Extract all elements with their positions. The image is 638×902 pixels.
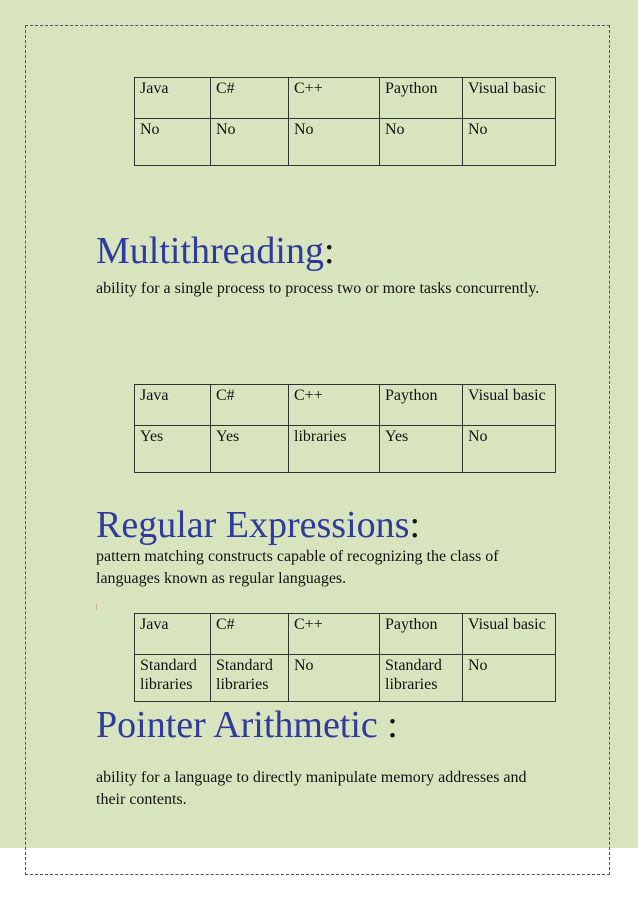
value-cell: No	[463, 119, 556, 166]
value-cell: No	[463, 426, 556, 473]
heading-text: Pointer Arithmetic	[96, 704, 388, 746]
header-cell: Paython	[380, 385, 463, 426]
heading-multithreading	[96, 229, 335, 273]
value-cell: Yes	[211, 426, 289, 473]
heading-pointer-arithmetic	[96, 703, 398, 747]
heading-text: Regular Expressions	[96, 504, 410, 546]
header-cell: Paython	[380, 614, 463, 655]
table-header-row	[135, 78, 556, 119]
value-cell: Standard libraries	[135, 655, 211, 702]
description-regex: pattern matching constructs capable of recognizing the class of languages known as regular languages.	[96, 548, 499, 587]
value-cell: Yes	[380, 426, 463, 473]
value-cell: libraries	[289, 426, 380, 473]
value-cell: Standard libraries	[211, 655, 289, 702]
table-header-row	[135, 614, 556, 655]
table-row	[135, 655, 556, 702]
value-cell: Yes	[135, 426, 211, 473]
header-cell: Paython	[380, 78, 463, 119]
header-cell: Java	[135, 78, 211, 119]
heading-colon: :	[387, 704, 398, 746]
value-cell: No	[289, 119, 380, 166]
value-cell: No	[135, 119, 211, 166]
table-1	[134, 77, 556, 166]
paragraph-mark	[96, 604, 101, 610]
header-cell: Java	[135, 385, 211, 426]
table-row	[135, 426, 556, 473]
header-cell: C#	[211, 614, 289, 655]
header-cell: C#	[211, 78, 289, 119]
heading-regex	[96, 503, 420, 547]
value-cell: No	[380, 119, 463, 166]
value-cell: No	[463, 655, 556, 702]
header-cell: C#	[211, 385, 289, 426]
heading-colon: :	[323, 230, 335, 272]
header-cell: Visual basic	[463, 78, 556, 119]
value-cell: Standard libraries	[380, 655, 463, 702]
table-row	[135, 119, 556, 166]
table-header-row	[135, 385, 556, 426]
header-cell: C++	[289, 78, 380, 119]
header-cell: C++	[289, 385, 380, 426]
table-multithreading	[134, 384, 556, 473]
header-cell: Java	[135, 614, 211, 655]
description-pointer-arithmetic: ability for a language to directly manipulate memory addresses and their contents.	[96, 769, 527, 808]
table-regex	[134, 613, 556, 702]
heading-colon: :	[409, 504, 421, 546]
header-cell: C++	[289, 614, 380, 655]
value-cell: No	[289, 655, 380, 702]
heading-text: Multithreading	[96, 230, 324, 272]
value-cell: No	[211, 119, 289, 166]
header-cell: Visual basic	[463, 385, 556, 426]
header-cell: Visual basic	[463, 614, 556, 655]
description-multithreading: ability for a single process to process two or more tasks concurrently.	[96, 280, 540, 297]
